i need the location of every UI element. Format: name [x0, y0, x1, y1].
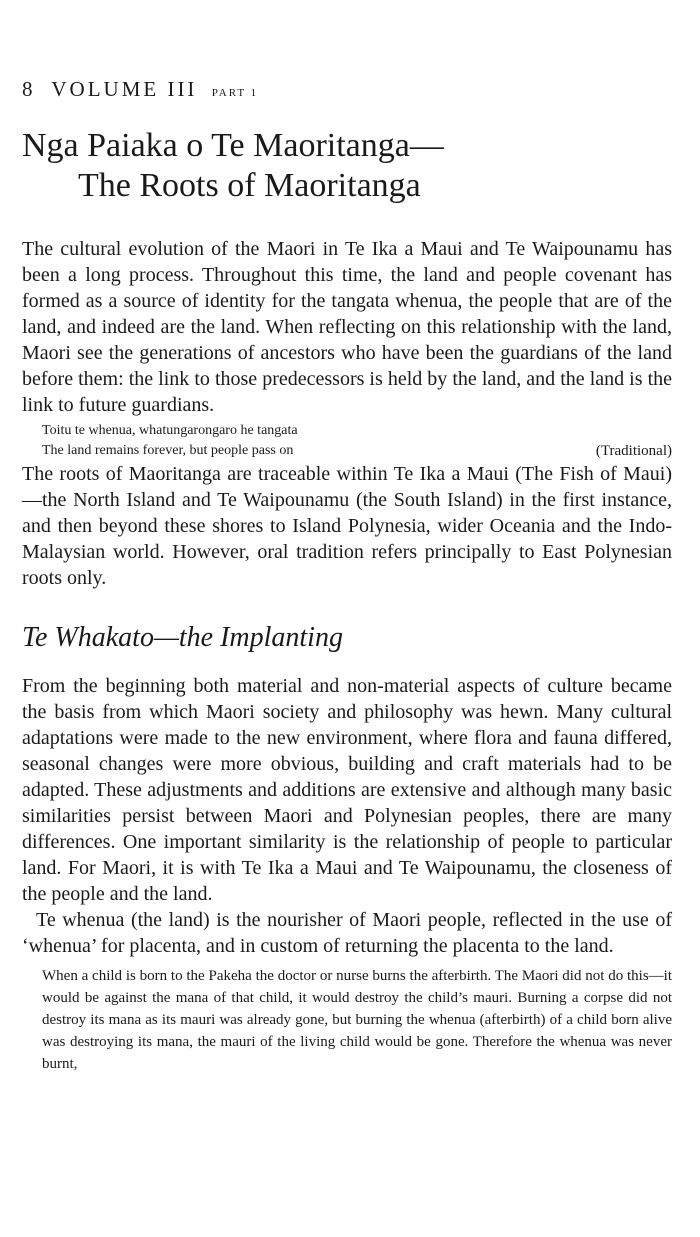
chapter-title-line-2: The Roots of Maoritanga	[78, 167, 421, 204]
epigraph-attribution: (Traditional)	[595, 443, 672, 459]
chapter-title	[22, 126, 672, 206]
paragraph-2: The roots of Maoritanga are traceable within Te Ika a Maui (The Fish of Maui)—the North Island and Te Waipounamu (the South Island) in the first instance, and then beyond these shores to Island Polynesia, wider Oceania and the Indo-Malaysian world. However, oral tradition refers principally to East Polynesian roots only.	[22, 463, 672, 589]
chapter-title-line-1: Nga Paiaka o Te Maoritanga—	[22, 127, 444, 164]
paragraph-3: From the beginning both material and non-material aspects of culture became the basis from which Maori society and philosophy was hewn. Many cultural adaptations were made to the new environment, where flora and fauna differed, seasonal changes were more obvious, building and craft materials had to be adapted. These adjustments and additions are extensive and although many basic similarities persist between Maori and Polynesian peoples, there are many differences. One important similarity is the relationship of people to particular land. For Maori, it is with Te Ika a Maui and Te Waipounamu, the closeness of the people and the land.	[22, 675, 672, 905]
book-page	[22, 76, 672, 1075]
paragraph-1: The cultural evolution of the Maori in Te Ika a Maui and Te Waipounamu has been a long process. Throughout this time, the land and people covenant has formed as a source of identity for the tangata whenua, the people that are of the land, and indeed are the land. When reflecting on this relationship with the land, Maori see the generations of ancestors who have been the guardians of the land before them: the link to those predecessors is held by the land, and the land is the link to future guardians.	[22, 238, 672, 416]
epigraph	[42, 421, 672, 461]
page-number: 8	[22, 77, 36, 101]
part-label: PART 1	[211, 87, 259, 99]
epigraph-english-line: The land remains forever, but people pass on	[42, 443, 294, 458]
block-quote: When a child is born to the Pakeha the doctor or nurse burns the afterbirth. The Maori did not do this—it would be against the mana of that child, it would destroy the child’s mauri. Burning a corpse did not destroy its mana as its mauri was already gone, but burning the whenua (afterbirth) of a child born alive was destroying its mana, the mauri of the living child would be gone. Therefore the whenua was never burnt,	[42, 968, 672, 1072]
paragraph-4: Te whenua (the land) is the nourisher of Maori people, reflected in the use of ‘whenua’ for placenta, and in custom of returning the placenta to the land.	[22, 909, 672, 957]
running-head	[22, 76, 672, 106]
epigraph-maori-line: Toitu te whenua, whatungarongaro he tangata	[42, 423, 298, 438]
volume-label: VOLUME III	[51, 77, 198, 101]
section-heading: Te Whakato—the Implanting	[22, 622, 343, 653]
